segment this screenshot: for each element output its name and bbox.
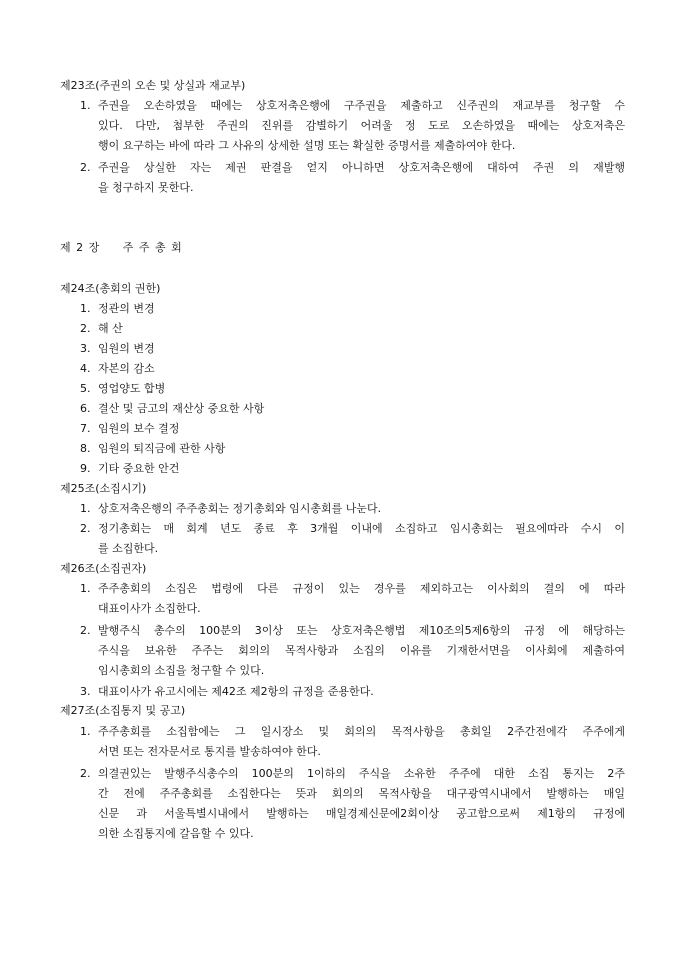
item-number: 2.: [80, 767, 91, 780]
item-text-line: 발행주식 총수의 100분의 3이상 또는 상호저축은행법 제10조의5제6항의 규정 에 해당하는: [98, 624, 625, 637]
item-text-line: 대표이사가 소집한다.: [98, 602, 201, 615]
item-text-line: 임원의 퇴직금에 관한 사항: [98, 442, 226, 455]
article-26-heading: 제26조(소집권자): [60, 562, 147, 575]
item-text-line: 를 소집한다.: [98, 542, 159, 555]
item-number: 1.: [80, 582, 91, 595]
article-27-heading: 제27조(소집통지 및 공고): [60, 704, 186, 717]
item-number: 7.: [80, 422, 91, 435]
item-number: 8.: [80, 442, 91, 455]
article-24-heading: 제24조(총회의 권한): [60, 282, 161, 295]
item-text-line: 임시총회의 소집을 청구할 수 있다.: [98, 664, 265, 677]
item-text-line: 의한 소집통지에 갈음할 수 있다.: [98, 827, 254, 840]
chapter-number: 제 2 장: [60, 241, 101, 254]
item-number: 6.: [80, 402, 91, 415]
item-text-line: 행이 요구하는 바에 따라 그 사유의 상세한 설명 또는 확실한 증명서를 제출하여야 한다.: [98, 139, 516, 152]
item-text-line: 임원의 보수 결정: [98, 422, 180, 435]
item-text-line: 해 산: [98, 322, 123, 335]
item-text-line: 주식을 보유한 주주는 회의의 목적사항과 소집의 이유를 기재한서면을 이사회에 제출하여: [98, 644, 625, 657]
item-text-line: 주권을 상실한 자는 제권 판결을 얻지 아니하면 상호저축은행에 대하여 주권 의 재발행: [98, 161, 625, 174]
item-text-line: 간 전에 주주총회를 소집한다는 뜻과 회의의 목적사항을 대구광역시내에서 발행하는 매일: [98, 787, 625, 800]
item-text-line: 기타 중요한 안건: [98, 462, 180, 475]
item-number: 3.: [80, 342, 91, 355]
item-text-line: 결산 및 금고의 재산상 중요한 사항: [98, 402, 265, 415]
item-text-line: 임원의 변경: [98, 342, 155, 355]
chapter-title: 주 주 총 회: [122, 241, 183, 254]
item-text-line: 서면 또는 전자문서로 통지를 발송하여야 한다.: [98, 745, 321, 758]
item-number: 9.: [80, 462, 91, 475]
item-text-line: 의결권있는 발행주식총수의 100분의 1이하의 주식을 소유한 주주에 대한 소집 통지는 2주: [98, 767, 625, 780]
article-25-heading: 제25조(소집시기): [60, 482, 147, 495]
item-number: 4.: [80, 362, 91, 375]
item-number: 1.: [80, 99, 91, 112]
item-text-line: 자본의 감소: [98, 362, 155, 375]
item-number: 1.: [80, 725, 91, 738]
item-number: 2.: [80, 522, 91, 535]
item-text-line: 정기총회는 매 회계 년도 종료 후 3개월 이내에 소집하고 임시총회는 필요에따라 수시 이: [98, 522, 625, 535]
article-23-heading: 제23조(주권의 오손 및 상실과 재교부): [60, 79, 246, 92]
item-number: 1.: [80, 502, 91, 515]
item-text-line: 상호저축은행의 주주총회는 정기총회와 임시총회를 나눈다.: [98, 502, 382, 515]
item-number: 2.: [80, 161, 91, 174]
item-text-line: 주주총회의 소집은 법령에 다른 규정이 있는 경우를 제외하고는 이사회의 결의 에 따라: [98, 582, 625, 595]
item-text-line: 있다. 다만, 첨부한 주권의 진위를 감별하기 어려울 정 도로 오손하였을 때에는 상호저축은: [98, 119, 625, 132]
item-number: 5.: [80, 382, 91, 395]
item-number: 1.: [80, 302, 91, 315]
item-text-line: 정관의 변경: [98, 302, 155, 315]
item-text-line: 주주총회를 소집함에는 그 일시장소 및 회의의 목적사항을 총회일 2주간전에각 주주에게: [98, 725, 625, 738]
item-text-line: 을 청구하지 못한다.: [98, 181, 194, 194]
item-text-line: 영업양도 합병: [98, 382, 166, 395]
item-number: 3.: [80, 685, 91, 698]
item-number: 2.: [80, 624, 91, 637]
item-text-line: 주권을 오손하였을 때에는 상호저축은행에 구주권을 제출하고 신주권의 재교부를 청구할 수: [98, 99, 625, 112]
chapter-heading: [60, 240, 183, 256]
item-text-line: 대표이사가 유고시에는 제42조 제2항의 규정을 준용한다.: [98, 685, 374, 698]
item-number: 2.: [80, 322, 91, 335]
item-text-line: 신문 과 서울특별시내에서 발행하는 매일경제신문에2회이상 공고함으로써 제1항의 규정에: [98, 807, 625, 820]
